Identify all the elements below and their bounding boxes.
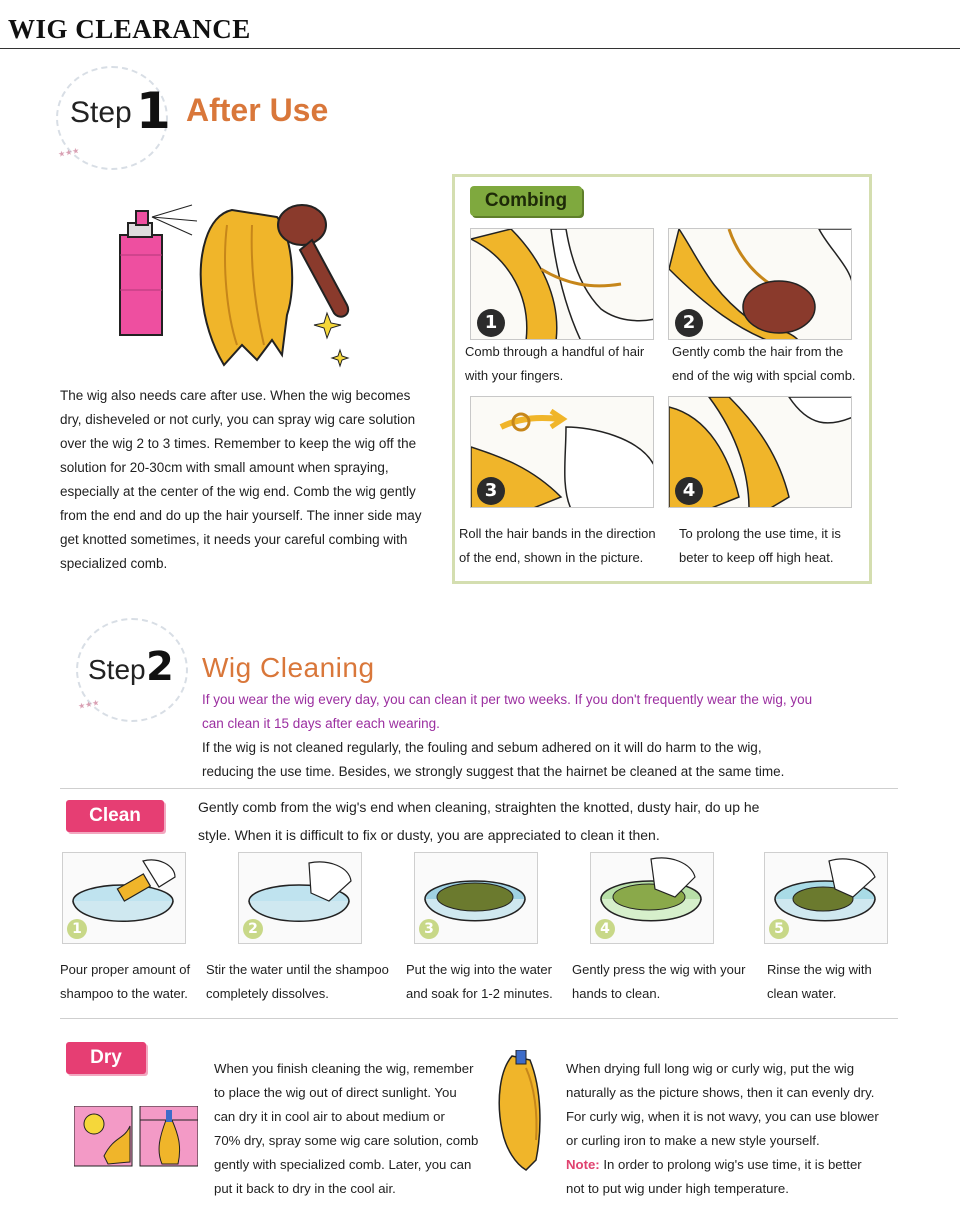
spray-wig-illustration [112,195,362,375]
text-line: When drying full long wig or curly wig, put the wig [566,1061,855,1076]
step-number-badge: 2 [675,309,703,337]
caption-line: Pour proper amount of [60,962,191,977]
caption-line: Gently press the wig with your [572,962,746,977]
clean-step-5-caption [767,958,917,1006]
combing-panel-2 [668,228,852,340]
clean-step-1-image [62,852,186,944]
clean-step-4-image [590,852,714,944]
clean-step-2-caption [206,958,406,1006]
text-line: style. When it is difficult to fix or dusty, you are appreciated to clean it then. [198,827,660,843]
combing-caption-3 [459,522,679,570]
dry-left-text [214,1057,504,1201]
text-line: specialized comb. [60,556,168,571]
caption-line: clean water. [767,986,837,1001]
step2-heading: Wig Cleaning [202,652,375,683]
wig-hair-shape [201,210,292,365]
caption-line: beter to keep off high heat. [679,550,834,565]
note-label: Note: [566,1157,600,1172]
step1-badge [56,66,176,176]
text-line: get knotted sometimes, it needs your careful combing with [60,532,408,547]
combing-panel-1 [470,228,654,340]
text-line: dry, disheveled or not curly, you can spray wig care solution [60,412,416,427]
clean-step-1-caption [60,958,210,1006]
section-divider [60,788,898,789]
combing-caption-2 [672,340,872,388]
caption-line: of the end, shown in the picture. [459,550,644,565]
note-text: not to put wig under high temperature. [566,1181,789,1196]
step-number-badge: 4 [675,477,703,505]
caption-line: completely dissolves. [206,986,329,1001]
text-line: When you finish cleaning the wig, remember [214,1061,474,1076]
text-line: can clean it 15 days after each wearing. [202,716,440,731]
caption-line: end of the wig with spcial comb. [672,368,856,383]
step-number-badge: 3 [477,477,505,505]
clean-step-3-caption [406,958,576,1006]
step2-badge [76,618,196,728]
text-line: or curling iron to make a new style yourself. [566,1133,820,1148]
step-number-badge: 2 [243,919,263,939]
combing-caption-1 [465,340,665,388]
combing-panel-4 [668,396,852,508]
text-line: reducing the use time. Besides, we strongly suggest that the hairnet be cleaned at the same time. [202,764,785,779]
combing-caption-4 [679,522,869,570]
sparkle-icon [332,350,348,366]
step-number-badge: 5 [769,919,789,939]
clean-step-2-image [238,852,362,944]
clean-intro [198,793,898,849]
step-number-badge: 1 [477,309,505,337]
caption-line: Rinse the wig with [767,962,872,977]
text-line: For curly wig, when it is not wavy, you can use blower [566,1109,879,1124]
text-line: naturally as the picture shows, then it can evenly dry. [566,1085,875,1100]
dry-method-illustrations [74,1106,198,1168]
text-line: 70% dry, spray some wig care solution, comb [214,1133,479,1148]
clean-tag: Clean [66,800,164,832]
caption-line: Comb through a handful of hair [465,344,645,359]
dry-right-text [566,1057,906,1201]
combing-panel-3 [470,396,654,508]
caption-line: hands to clean. [572,986,661,1001]
text-line: especially at the center of the wig end. Comb the wig gently [60,484,416,499]
text-line: solution for 20-30cm with small amount when spraying, [60,460,389,475]
text-line: The wig also needs care after use. When the wig becomes [60,388,411,403]
clean-step-3-image [414,852,538,944]
clean-step-5-image [764,852,888,944]
title-divider [0,48,960,49]
text-line: Gently comb from the wig's end when cleaning, straighten the knotted, dusty hair, do up he [198,799,760,815]
hanging-long-wig-illustration [490,1050,556,1174]
text-line: put it back to dry in the cool air. [214,1181,396,1196]
note-text: In order to prolong wig's use time, it is better [599,1157,862,1172]
caption-line: Stir the water until the shampoo [206,962,389,977]
combing-tag: Combing [470,186,582,216]
stamp-icon: ★★★ [77,697,101,712]
text-line: can dry it in cool air to about medium or [214,1109,445,1124]
hang-dry-icon [140,1106,198,1166]
caption-line: Roll the hair bands in the direction [459,526,656,541]
step1-word: Step [70,96,132,129]
sun-dry-icon [74,1106,132,1166]
text-line: If the wig is not cleaned regularly, the fouling and sebum adhered on it will do harm to the wig, [202,740,762,755]
step1-heading: After Use [186,92,329,128]
text-line: over the wig 2 to 3 times. Remember to keep the wig off the [60,436,417,451]
step2-word: Step [88,654,146,685]
caption-line: shampoo to the water. [60,986,188,1001]
dry-tag: Dry [66,1042,146,1074]
stamp-icon: ★★★ [57,145,81,160]
step-number-badge: 1 [67,919,87,939]
caption-line: with your fingers. [465,368,564,383]
caption-line: To prolong the use time, it is [679,526,841,541]
spray-bottle-icon [120,205,197,335]
note-line [566,1153,906,1177]
caption-line: and soak for 1-2 minutes. [406,986,553,1001]
step-number-badge: 4 [595,919,615,939]
step1-number: 1 [136,82,171,140]
page-title: WIG CLEARANCE [8,14,251,44]
caption-line: Gently comb the hair from the [672,344,844,359]
step2-warning-text [202,736,902,784]
caption-line: Put the wig into the water [406,962,552,977]
step-number-badge: 3 [419,919,439,939]
step2-frequency-text [202,688,902,736]
text-line: from the end and do up the hair yourself. The inner side may [60,508,422,523]
step1-paragraph [60,384,440,576]
step2-number: 2 [146,644,174,690]
text-line: If you wear the wig every day, you can clean it per two weeks. If you don't frequently wear the wig, you [202,692,813,707]
text-line: gently with specialized comb. Later, you can [214,1157,472,1172]
clean-step-4-caption [572,958,762,1006]
text-line: to place the wig out of direct sunlight. You [214,1085,457,1100]
section-divider [60,1018,898,1019]
